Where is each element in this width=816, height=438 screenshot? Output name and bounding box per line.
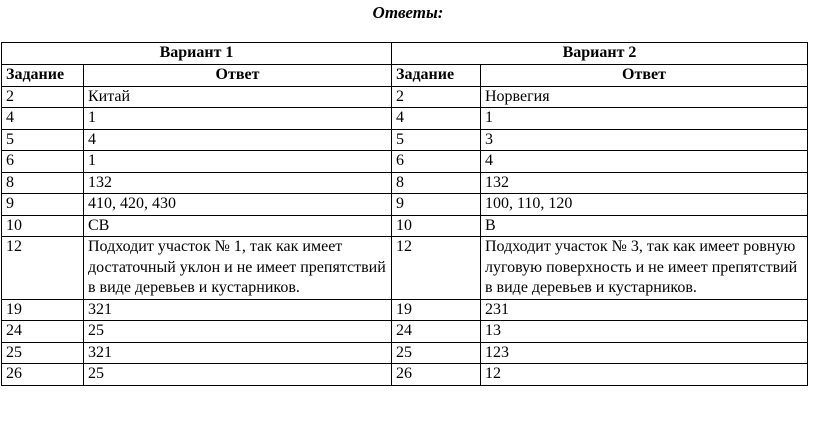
v2-answer-cell: 3 xyxy=(481,129,808,151)
v2-task-cell: 24 xyxy=(392,321,481,343)
v2-answer-cell: 231 xyxy=(481,299,808,321)
v1-task-cell: 6 xyxy=(2,151,84,173)
table-row xyxy=(2,151,808,173)
table-row xyxy=(2,342,808,364)
v1-answer-cell: 132 xyxy=(84,172,392,194)
v1-answer-cell: 321 xyxy=(84,342,392,364)
table-row xyxy=(2,194,808,216)
variant-header-row xyxy=(2,43,808,65)
v2-answer-cell: 1 xyxy=(481,108,808,130)
v1-task-cell: 19 xyxy=(2,299,84,321)
table-row xyxy=(2,321,808,343)
v2-task-cell: 26 xyxy=(392,364,481,386)
v1-task-cell: 5 xyxy=(2,129,84,151)
answers-body xyxy=(2,86,808,385)
v1-answer-cell: Китай xyxy=(84,86,392,108)
v1-task-header: Задание xyxy=(2,65,84,87)
v1-answer-cell: 4 xyxy=(84,129,392,151)
v2-task-cell: 10 xyxy=(392,215,481,237)
v1-answer-header: Ответ xyxy=(84,65,392,87)
variant-2-header: Вариант 2 xyxy=(392,43,808,65)
v1-answer-cell: 1 xyxy=(84,151,392,173)
v2-task-cell: 19 xyxy=(392,299,481,321)
v1-answer-cell: 25 xyxy=(84,364,392,386)
v2-answer-cell: 123 xyxy=(481,342,808,364)
v1-answer-cell: 321 xyxy=(84,299,392,321)
v2-task-cell: 5 xyxy=(392,129,481,151)
v2-answer-cell: Подходит участок № 3, так как имеет ровную луговую поверхность и не имеет препятствий в виде деревьев и кустарников. xyxy=(481,237,808,300)
v2-answer-cell: 12 xyxy=(481,364,808,386)
table-row xyxy=(2,172,808,194)
v2-answer-cell: 13 xyxy=(481,321,808,343)
table-row xyxy=(2,215,808,237)
table-row xyxy=(2,129,808,151)
v1-task-cell: 9 xyxy=(2,194,84,216)
table-row xyxy=(2,299,808,321)
v2-answer-cell: 4 xyxy=(481,151,808,173)
v2-answer-cell: В xyxy=(481,215,808,237)
v1-answer-cell: 25 xyxy=(84,321,392,343)
page-title: Ответы: xyxy=(372,3,444,22)
v2-answer-cell: 132 xyxy=(481,172,808,194)
table-row xyxy=(2,237,808,300)
v2-task-cell: 12 xyxy=(392,237,481,300)
answers-table xyxy=(1,42,808,386)
v1-answer-cell: 410, 420, 430 xyxy=(84,194,392,216)
v2-task-cell: 4 xyxy=(392,108,481,130)
v1-answer-cell: СВ xyxy=(84,215,392,237)
v2-task-cell: 2 xyxy=(392,86,481,108)
v1-answer-cell: 1 xyxy=(84,108,392,130)
v1-task-cell: 26 xyxy=(2,364,84,386)
table-row xyxy=(2,86,808,108)
v1-task-cell: 8 xyxy=(2,172,84,194)
table-row xyxy=(2,364,808,386)
v2-answer-cell: 100, 110, 120 xyxy=(481,194,808,216)
v1-task-cell: 24 xyxy=(2,321,84,343)
v1-task-cell: 2 xyxy=(2,86,84,108)
column-header-row xyxy=(2,65,808,87)
v1-task-cell: 12 xyxy=(2,237,84,300)
v1-task-cell: 10 xyxy=(2,215,84,237)
v2-task-cell: 25 xyxy=(392,342,481,364)
v2-answer-header: Ответ xyxy=(481,65,808,87)
v2-task-header: Задание xyxy=(392,65,481,87)
variant-1-header: Вариант 1 xyxy=(2,43,392,65)
v1-task-cell: 4 xyxy=(2,108,84,130)
v1-task-cell: 25 xyxy=(2,342,84,364)
table-row xyxy=(2,108,808,130)
v2-task-cell: 8 xyxy=(392,172,481,194)
v2-answer-cell: Норвегия xyxy=(481,86,808,108)
v2-task-cell: 6 xyxy=(392,151,481,173)
v1-answer-cell: Подходит участок № 1, так как имеет достаточный уклон и не имеет препятствий в виде деревьев и кустарников. xyxy=(84,237,392,300)
v2-task-cell: 9 xyxy=(392,194,481,216)
